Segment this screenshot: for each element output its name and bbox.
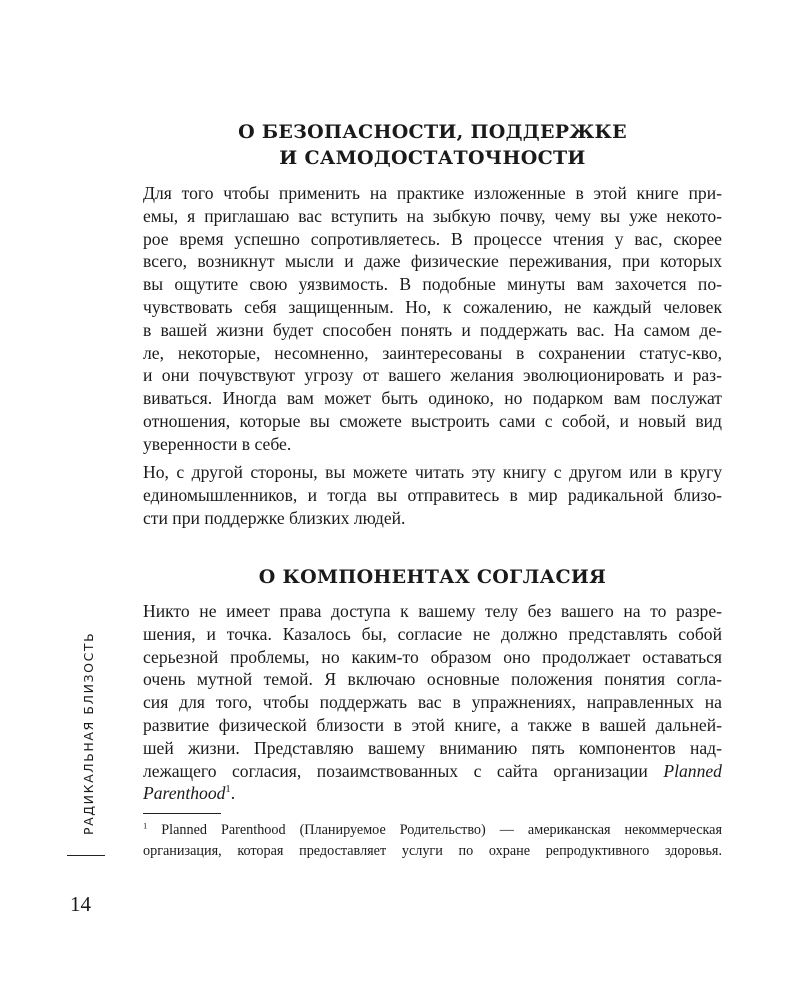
text-line: рое время успешно сопротивляетесь. В процессе чтения у вас, скорее xyxy=(143,228,722,249)
paragraph-safety xyxy=(143,182,722,456)
text-line: Для того чтобы применить на практике изложенные в этой книге при- xyxy=(143,183,722,203)
footnote-line: организация, которая предоставляет услуги по охране репродуктивного здоровья. xyxy=(143,843,722,859)
text-line: и они почувствуют угрозу от вашего желания эволюционировать и раз- xyxy=(143,365,722,386)
running-head-rule xyxy=(67,855,105,856)
text-line: серьезной проблемы, но каким-то образом оно продолжает оставаться xyxy=(143,646,722,667)
text-line: Но, с другой стороны, вы можете читать эту книгу с другом или в кругу xyxy=(143,462,722,482)
text-line: очень мутной темой. Я включаю основные положения понятия согла- xyxy=(143,669,722,690)
section-title-consent: О КОМПОНЕНТАХ СОГЛАСИЯ xyxy=(258,566,607,588)
footnote-ref[interactable]: 1 xyxy=(225,784,231,796)
footnote-separator xyxy=(143,813,221,814)
text-line: вы ощутите свою уязвимость. В подобные минуты вам захочется по- xyxy=(143,274,722,295)
paragraph-support xyxy=(143,461,722,529)
text-line: всего, возникнут мысли и даже физические переживания, при которых xyxy=(143,251,722,272)
text-line: сия для того, чтобы поддержать вас в упражнениях, направленных на xyxy=(143,692,722,713)
paragraph-consent xyxy=(143,600,722,805)
running-head: РАДИКАЛЬНАЯ БЛИЗОСТЬ xyxy=(81,631,96,835)
section-title-safety-line1: О БЕЗОПАСНОСТИ, ПОДДЕРЖКЕ xyxy=(238,121,627,143)
text-line: развитие физической близости в этой книге, а также в вашей дальней- xyxy=(143,714,722,735)
text-line: чувствовать себя защищенным. Но, к сожалению, не каждый человек xyxy=(143,296,722,317)
period: . xyxy=(230,783,236,804)
text-line: виваться. Иногда вам может быть одиноко, но подарком вам послужат xyxy=(143,388,722,409)
text-line: сти при поддержке близких людей. xyxy=(143,507,406,528)
italic-org-name: Planned xyxy=(663,760,722,781)
text-line: уверенности в себе. xyxy=(143,433,292,454)
footnote-line: Planned Parenthood (Планируемое Родительство) — американская некоммерческая xyxy=(161,822,722,838)
section-title-safety-line2: И САМОДОСТАТОЧНОСТИ xyxy=(279,147,586,169)
text-line: шей жизни. Представляю вашему вниманию пять компонентов над- xyxy=(143,737,722,758)
text-line: ле, некоторые, несомненно, заинтересованы в сохранении статус-кво, xyxy=(143,342,722,363)
text-line: шения, и точка. Казалось бы, согласие не должно представлять собой xyxy=(143,623,722,644)
footnote xyxy=(143,820,722,862)
text-line: отношения, которые вы сможете выстроить сами с собой, и новый вид xyxy=(143,410,722,431)
footnote-marker: 1 xyxy=(143,820,148,831)
text-line: емы, я приглашаю вас вступить на зыбкую почву, чему вы уже некото- xyxy=(143,205,722,226)
paragraph-consent-last-line xyxy=(143,782,722,805)
italic-org-name: Parenthood xyxy=(143,783,226,804)
text-line: Никто не имеет права доступа к вашему телу без вашего на то разре- xyxy=(143,601,722,621)
text-line: в вашей жизни будет способен понять и поддержать вас. На самом де- xyxy=(143,319,722,340)
text-line xyxy=(143,760,722,783)
text-line: единомышленников, и тогда вы отправитесь в мир радикальной близо- xyxy=(143,484,722,505)
text-line-content: лежащего согласия, позаимствованных с сайта организации xyxy=(143,760,648,781)
page-number: 14 xyxy=(70,892,91,916)
